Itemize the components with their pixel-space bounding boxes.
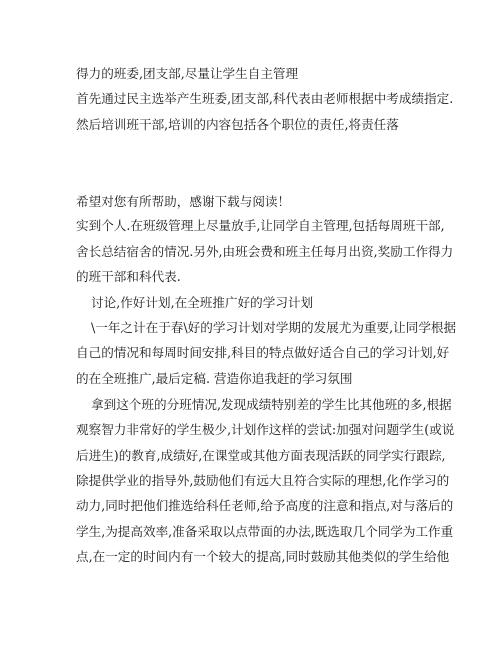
text-line-5: 实到个人.在班级管理上尽量放手,让同学自主管理,包括每周班干部, xyxy=(76,218,445,233)
text-line-16: 动力,同时把他们推选给科任老师,给予高度的注意和指点,对与落后的 xyxy=(76,498,454,513)
text-line-10: 自己的情况和每周时间安排,科目的特点做好适合自己的学习计划,好 xyxy=(76,345,450,360)
text-line-14: 后进生)的教育,成绩好,在课堂或其他方面表现活跃的同学实行跟踪, xyxy=(76,448,446,463)
text-line-8: 讨论,作好计划,在全班推广好的学习计划 xyxy=(91,295,314,310)
text-line-15: 除提供学业的指导外,鼓励他们有远大且符合实际的理想,化作学习的 xyxy=(76,473,450,488)
text-line-17: 学生,为提高效率,准备采取以点带面的办法,既选取几个同学为工作重 xyxy=(76,524,454,539)
text-line-18: 点,在一定的时间内有一个较大的提高,同时鼓励其他类似的学生给他 xyxy=(76,549,450,564)
text-line-4: 希望对您有所帮助，感谢下载与阅读！ xyxy=(76,194,291,209)
text-line-6: 舍长总结宿舍的情况.另外,由班会费和班主任每月出资,奖励工作得力 xyxy=(76,244,454,259)
text-line-12: 拿到这个班的分班情况,发现成绩特别差的学生比其他班的多,根据 xyxy=(91,397,452,412)
text-line-13: 观察智力非常好的学生极少,计划作这样的尝试:加强对问题学生(或说 xyxy=(76,422,455,437)
text-line-1: 得力的班委,团支部,尽量让学生自主管理 xyxy=(76,66,299,81)
text-line-9: \一年之计在于春\好的学习计划对学期的发展尤为重要,让同学根据 xyxy=(91,320,457,335)
text-line-7: 的班干部和科代表. xyxy=(76,269,181,284)
text-line-2: 首先通过民主选举产生班委,团支部,科代表由老师根据中考成绩指定. xyxy=(76,91,454,106)
text-line-3: 然后培训班干部,培训的内容包括各个职位的责任,将责任落 xyxy=(76,117,399,132)
text-line-11: 的在全班推广,最后定稿. 营造你追我赶的学习氛围 xyxy=(76,371,353,386)
